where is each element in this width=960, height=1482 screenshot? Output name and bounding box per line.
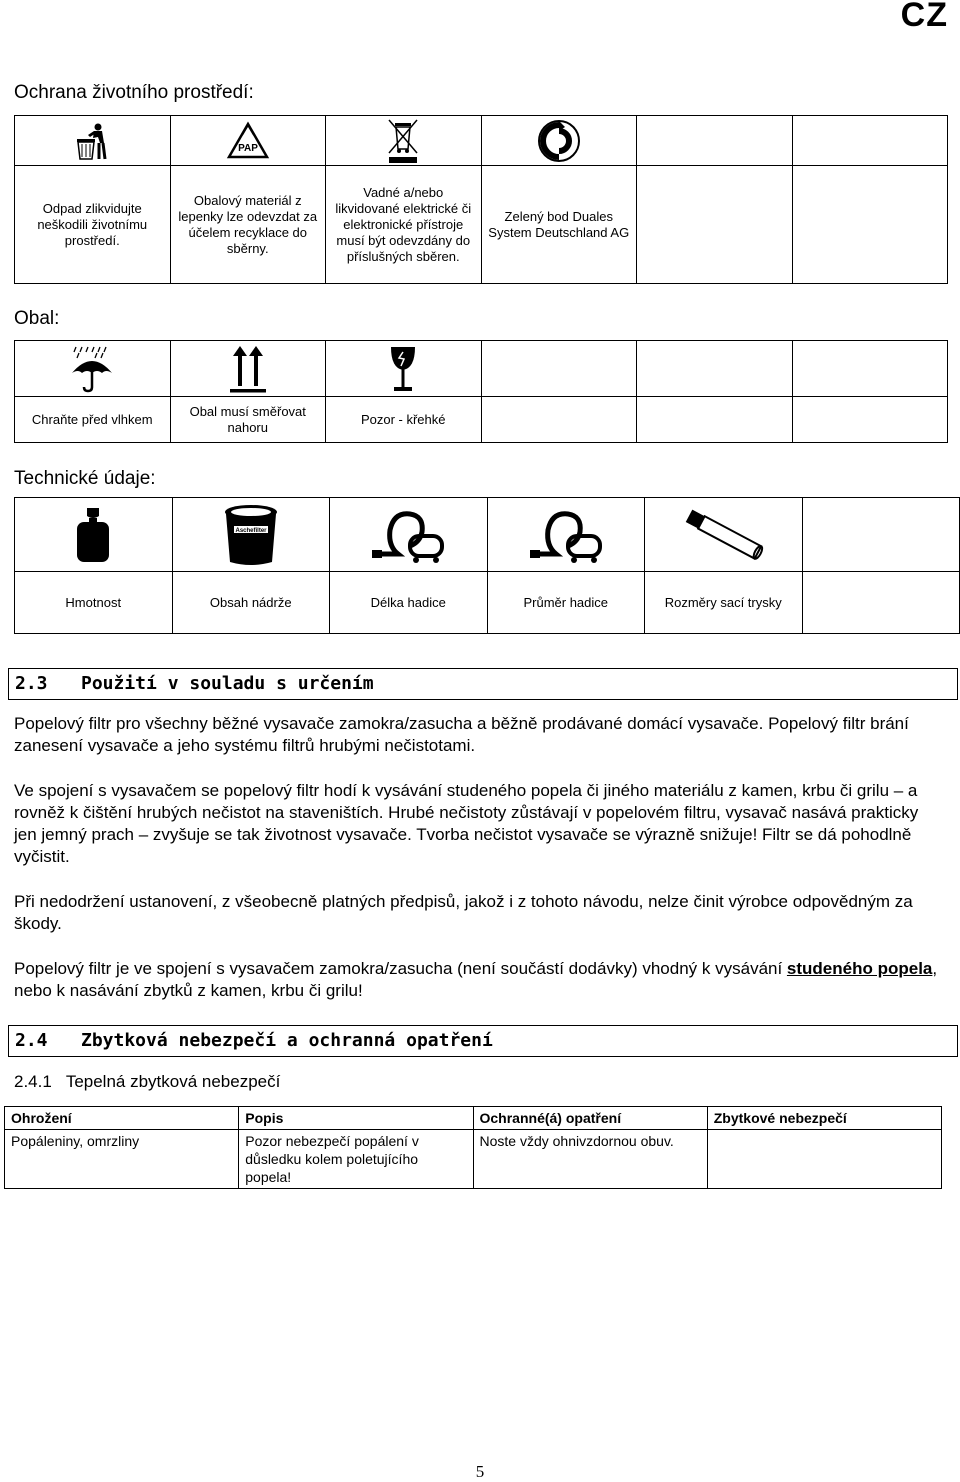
this-way-up-icon [228,344,268,394]
hazard-table [4,1106,942,1189]
env-label-6 [792,166,948,284]
pack-icon-cell-5 [637,341,793,397]
subsection-title: Tepelná zbytková nebezpečí [65,1072,281,1091]
env-icon-cell-6 [792,116,948,166]
env-table [14,115,948,284]
pack-label-3: Pozor - křehké [326,397,482,443]
pack-icon-cell-2 [170,341,326,397]
container-label: Aschefilter [235,527,267,534]
nozzle-icon [678,505,768,565]
trash-bin-icon [72,121,112,161]
tech-icon-cell-1 [15,498,173,572]
env-icon-cell-5 [637,116,793,166]
pack-label-4 [481,397,637,443]
pack-icon-cell-6 [792,341,948,397]
paragraph-2: Ve spojení s vysavačem se popelový filtr hodí k vysávání studeného popela či jiného materiálu z kamen, krbu či grilu – a rovněž k čištění hrubých nečistot na staveništích. Hrubé nečistoty zůstávají v popelovém filtru, vysavač nasává prakticky jen jemný prach – zvyšuje se tak životnost vysavače. Tvorba nečistot vysavače se výrazně snižuje! Filtr se dá pohodlně vyčistit. [14,781,919,866]
crossed-bin-icon [386,117,420,165]
table-cell: Popáleniny, omrzliny [5,1130,239,1189]
tech-icon-cell-5 [645,498,803,572]
paragraph-4-text: Popelový filtr je ve spojení s vysavačem zamokra/zasucha (není součástí dodávky) vhodný k vysávání [14,959,787,978]
section-title: Zbytková nebezpečí a ochranná opatření [81,1030,493,1051]
section-2-3-heading [8,668,958,700]
table-header: Ohrožení [5,1107,239,1130]
hose-diameter-icon [528,506,604,564]
table-header-row [5,1107,942,1130]
env-icon-cell-3 [326,116,482,166]
pack-label-1: Chraňte před vlhkem [15,397,171,443]
table-cell: Pozor nebezpečí popálení v důsledku kolem poletujícího popela! [239,1130,473,1189]
tech-label-1: Hmotnost [15,572,173,634]
pack-icon-cell-1 [15,341,171,397]
green-dot-icon [537,119,581,163]
env-label-4: Zelený bod Duales System Deutschland AG [481,166,637,284]
pack-icon-cell-4 [481,341,637,397]
pack-heading: Obal: [14,308,60,329]
tech-icon-cell-2 [172,498,330,572]
pap-label: PAP [237,142,258,154]
table-header: Popis [239,1107,473,1130]
tech-label-3: Délka hadice [330,572,488,634]
env-icon-cell-2 [170,116,326,166]
tech-label-6 [802,572,960,634]
tech-icon-cell-6 [802,498,960,572]
section-number: 2.3 [15,673,48,694]
fragile-glass-icon [388,344,418,394]
table-header: Zbytkové nebezpečí [707,1107,941,1130]
page-number: 5 [475,1462,485,1481]
tech-icon-cell-3 [330,498,488,572]
section-number: 2.4 [15,1030,48,1051]
tech-label-5: Rozměry sací trysky [645,572,803,634]
umbrella-rain-icon [70,345,114,393]
section-title: Použití v souladu s určením [81,673,374,694]
pack-label-2: Obal musí směřovat nahoru [170,397,326,443]
table-cell [707,1130,941,1189]
tech-label-2: Obsah nádrže [172,572,330,634]
table-cell: Noste vždy ohnivzdornou obuv. [473,1130,707,1189]
section-2-4-heading [8,1025,958,1057]
pack-label-5 [637,397,793,443]
env-label-1: Odpad zlikvidujte neškodili životnímu prostředí. [15,166,171,284]
subsection-number: 2.4.1 [14,1072,52,1091]
paragraph-4-emphasis: studeného popela [786,959,933,978]
tech-label-4: Průměr hadice [487,572,645,634]
env-label-3: Vadné a/nebo likvidované elektrické či elektronické přístroje musí být odevzdány do příslušných sběren. [326,166,482,284]
env-icon-cell-1 [15,116,171,166]
paragraph-3: Při nedodržení ustanovení, z všeobecně platných předpisů, jakož i z tohoto návodu, nelze činit výrobce odpovědným za škody. [14,892,913,933]
env-heading: Ochrana životního prostředí: [14,82,254,103]
pap-recycle-icon [226,121,270,161]
hose-length-icon [370,506,446,564]
ash-container-icon [222,502,280,568]
table-header: Ochranné(á) opatření [473,1107,707,1130]
tech-icon-cell-4 [487,498,645,572]
paragraph-4-text-end: , nebo k nasávání zbytků z kamen, krbu či grilu! [14,959,938,1000]
pack-icon-cell-3 [326,341,482,397]
language-code: CZ [900,0,948,34]
pack-table [14,340,948,443]
env-icon-cell-4 [481,116,637,166]
tech-heading: Technické údaje: [14,468,156,489]
pack-label-6 [792,397,948,443]
paragraph-4 [14,958,944,1002]
subsection-heading [14,1072,280,1092]
tech-table [14,497,960,634]
paragraph-1: Popelový filtr pro všechny běžné vysavače zamokra/zasucha a běžně prodávané domácí vysavače. Popelový filtr brání zanesení vysavače a jeho systému filtrů hrubými nečistotami. [14,714,909,755]
weight-icon [73,506,113,564]
table-row [5,1130,942,1189]
env-label-5 [637,166,793,284]
env-label-2: Obalový materiál z lepenky lze odevzdat za účelem recyklace do sběrny. [170,166,326,284]
